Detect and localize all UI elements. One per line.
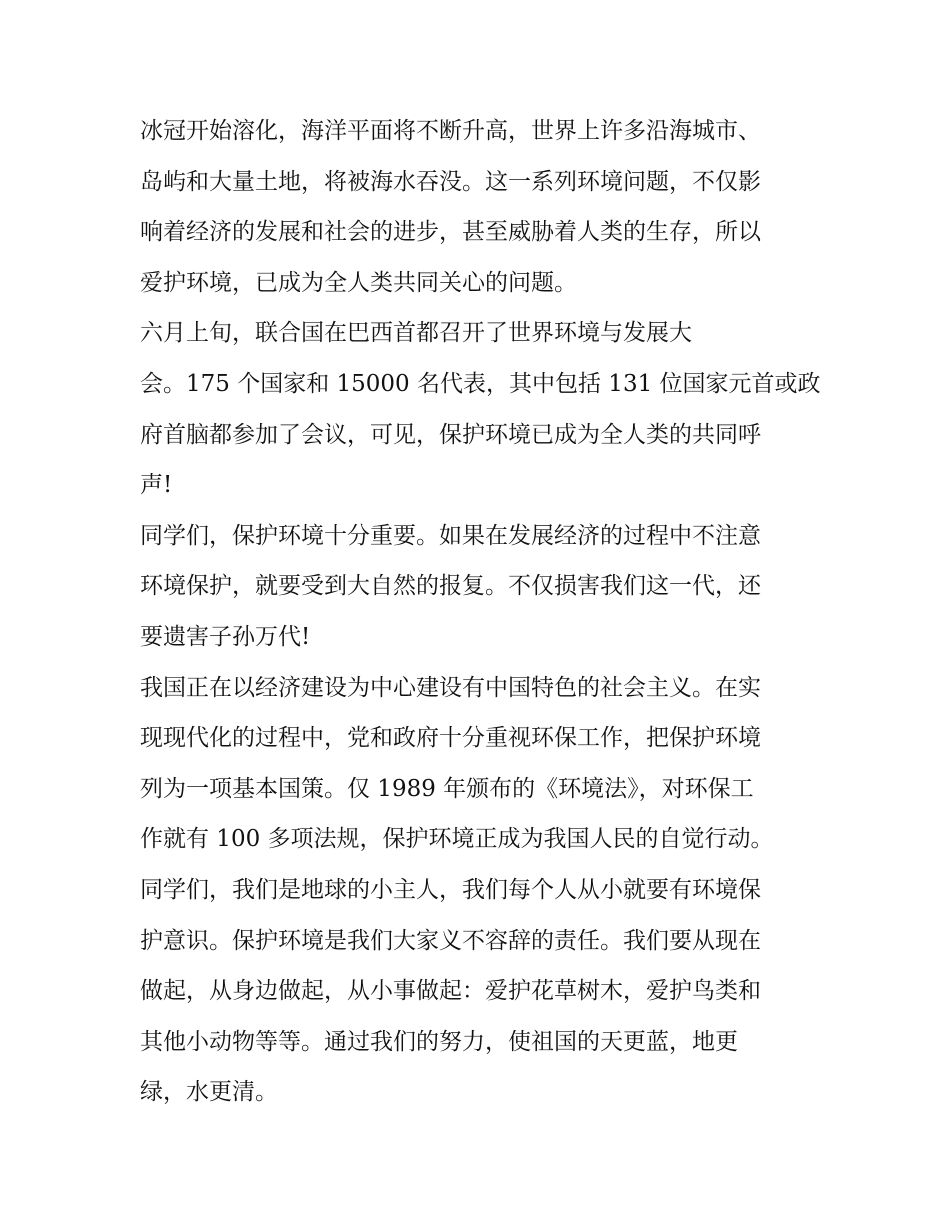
- text-line: 声!: [140, 472, 173, 499]
- text-line: 府首脑都参加了会议，可见，保护环境已成为全人类的共同呼: [140, 421, 761, 448]
- text-line: 绿，水更清。: [140, 1079, 278, 1106]
- text-line: 爱护环境，已成为全人类共同关心的问题。: [140, 269, 577, 296]
- text-line: 护意识。保护环境是我们大家义不容辞的责任。我们要从现在: [140, 927, 761, 954]
- text-line: 作就有 100 多项法规，保护环境正成为我国人民的自觉行动。: [140, 826, 774, 853]
- text-line: 我国正在以经济建设为中心建设有中国特色的社会主义。在实: [140, 674, 761, 701]
- text-line: 要遗害子孙万代!: [140, 623, 311, 650]
- text-line: 现现代化的过程中，党和政府十分重视环保工作，把保护环境: [140, 725, 761, 752]
- text-line: 会。175 个国家和 15000 名代表，其中包括 131 位国家元首或政: [140, 370, 821, 397]
- text-line: 做起，从身边做起，从小事做起：爱护花草树木，爱护鸟类和: [140, 978, 761, 1005]
- text-line: 环境保护，就要受到大自然的报复。不仅损害我们这一代，还: [140, 573, 761, 600]
- text-line: 列为一项基本国策。仅 1989 年颁布的《环境法》，对环保工: [140, 775, 754, 802]
- text-line: 六月上旬，联合国在巴西首都召开了世界环境与发展大: [140, 320, 692, 347]
- body-text: [140, 106, 820, 1118]
- text-line: 冰冠开始溶化，海洋平面将不断升高，世界上许多沿海城市、: [140, 118, 761, 144]
- text-line: 同学们，保护环境十分重要。如果在发展经济的过程中不注意: [140, 522, 761, 549]
- text-line: 同学们，我们是地球的小主人，我们每个人从小就要有环境保: [140, 876, 761, 903]
- text-line: 其他小动物等等。通过我们的努力，使祖国的天更蓝，地更: [140, 1028, 738, 1055]
- text-line: 岛屿和大量土地，将被海水吞没。这一系列环境问题，不仅影: [140, 168, 761, 195]
- text-line: 响着经济的发展和社会的进步，甚至威胁着人类的生存，所以: [140, 219, 761, 246]
